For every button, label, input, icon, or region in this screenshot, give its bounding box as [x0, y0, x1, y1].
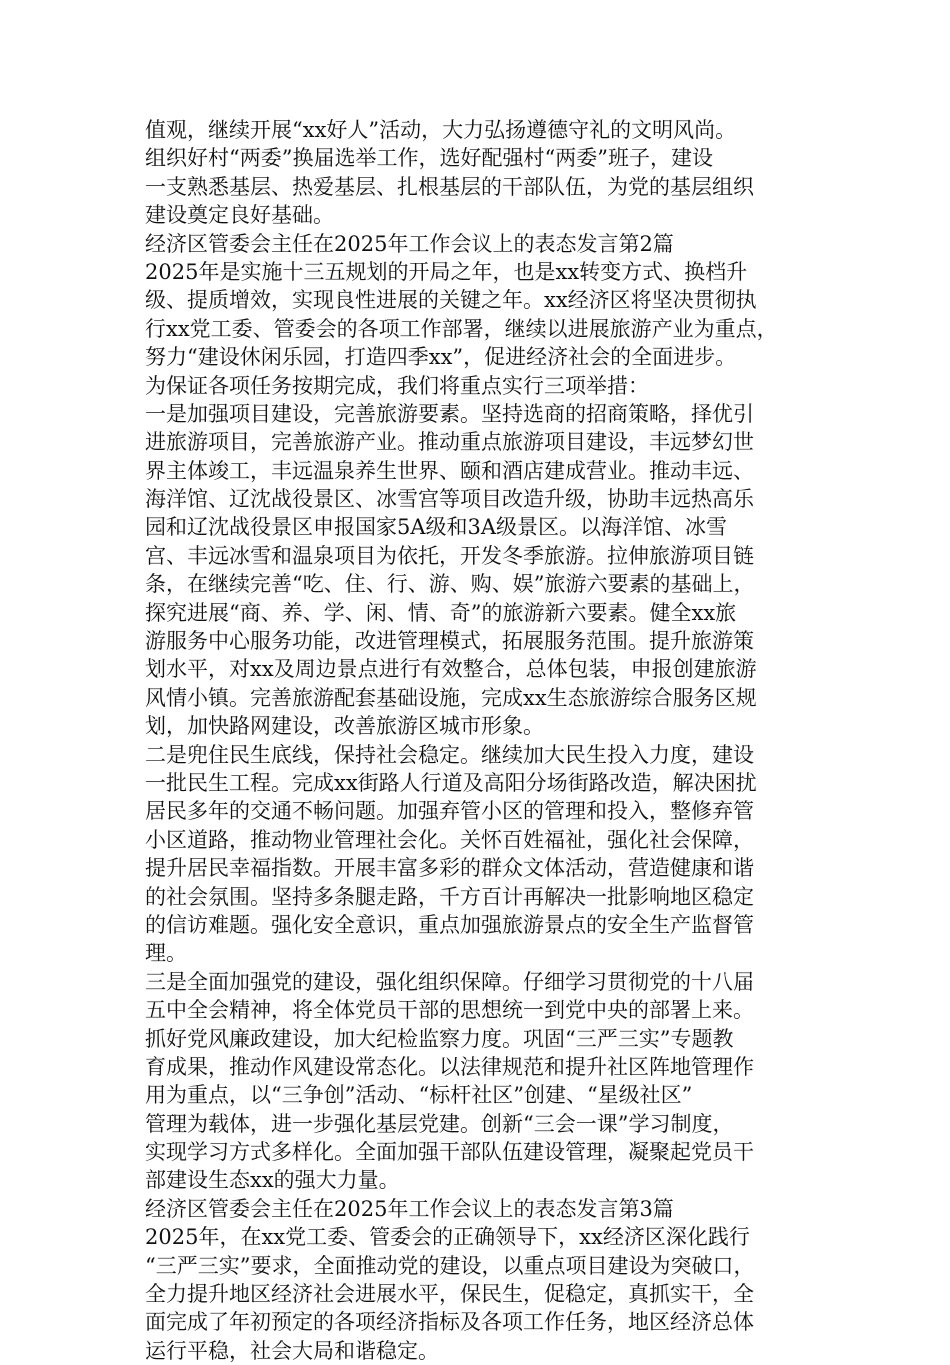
text-line: 三是全面加强党的建设，强化组织保障。仔细学习贯彻党的十八届: [145, 969, 754, 994]
text-line: 一是加强项目建设，完善旅游要素。坚持选商的招商策略，择优引: [145, 401, 754, 426]
text-line: 组织好村“两委”换届选举工作，选好配强村“两委”班子，建设: [145, 146, 713, 171]
text-line: 级、提质增效，实现良性进展的关键之年。xx经济区将坚决贯彻执: [145, 288, 757, 313]
text-line: 提升居民幸福指数。开展丰富多彩的群众文体活动，营造健康和谐: [145, 856, 754, 881]
text-line: 海洋馆、辽沈战役景区、冰雪宫等项目改造升级，协助丰远热高乐: [145, 487, 754, 512]
text-line: 努力“建设休闲乐园，打造四季xx”，促进经济社会的全面进步。: [145, 345, 737, 370]
text-line: 居民多年的交通不畅问题。加强弃管小区的管理和投入，整修弃管: [145, 799, 754, 824]
text-line: 二是兜住民生底线，保持社会稳定。继续加大民生投入力度，建设: [145, 742, 754, 767]
text-line: 2025年，在xx党工委、管委会的正确领导下，xx经济区深化践行: [145, 1225, 750, 1250]
text-line: 部建设生态xx的强大力量。: [145, 1168, 400, 1193]
text-line: 用为重点，以“三争创”活动、“标杆社区”创建、“星级社区”: [145, 1083, 693, 1108]
text-line: 五中全会精神，将全体党员干部的思想统一到党中央的部署上来。: [145, 998, 754, 1023]
text-line: 游服务中心服务功能，改进管理模式，拓展服务范围。提升旅游策: [145, 629, 754, 654]
text-line: 育成果，推动作风建设常态化。以法律规范和提升社区阵地管理作: [145, 1054, 754, 1079]
text-line: 一批民生工程。完成xx街路人行道及高阳分场街路改造，解决困扰: [145, 770, 757, 795]
text-line: 风情小镇。完善旅游配套基础设施，完成xx生态旅游综合服务区规: [145, 685, 757, 710]
text-line: 全力提升地区经济社会进展水平，保民生，促稳定，真抓实干，全: [145, 1282, 754, 1307]
section-heading-2: 经济区管委会主任在2025年工作会议上的表态发言第2篇: [145, 231, 674, 256]
text-line: 界主体竣工，丰远温泉养生世界、颐和酒店建成营业。推动丰远、: [145, 458, 754, 483]
text-line: 小区道路，推动物业管理社会化。关怀百姓福祉，强化社会保障，: [145, 827, 754, 852]
text-line: 条，在继续完善“吃、住、行、游、购、娱”旅游六要素的基础上，: [145, 572, 755, 597]
text-line: 一支熟悉基层、热爱基层、扎根基层的干部队伍，为党的基层组织: [145, 174, 754, 199]
text-line: 抓好党风廉政建设，加大纪检监察力度。巩固“三严三实”专题教: [145, 1026, 734, 1051]
text-line: 实现学习方式多样化。全面加强干部队伍建设管理，凝聚起党员干: [145, 1140, 754, 1165]
text-line: “三严三实”要求，全面推动党的建设，以重点项目建设为突破口，: [145, 1253, 755, 1278]
text-line: 的社会氛围。坚持多条腿走路，千方百计再解决一批影响地区稳定: [145, 884, 754, 909]
text-line: 面完成了年初预定的各项经济指标及各项工作任务，地区经济总体: [145, 1310, 754, 1335]
text-line: 2025年是实施十三五规划的开局之年，也是xx转变方式、换档升: [145, 259, 748, 284]
text-line: 建设奠定良好基础。: [145, 203, 334, 228]
text-line: 园和辽沈战役景区申报国家5A级和3A级景区。以海洋馆、冰雪: [145, 515, 728, 540]
text-line: 进旅游项目，完善旅游产业。推动重点旅游项目建设，丰远梦幻世: [145, 430, 754, 455]
text-line: 宫、丰远冰雪和温泉项目为依托，开发冬季旅游。拉伸旅游项目链: [145, 543, 754, 568]
text-line: 划，加快路网建设，改善旅游区城市形象。: [145, 714, 544, 739]
text-line: 为保证各项任务按期完成，我们将重点实行三项举措：: [145, 373, 649, 398]
text-line: 行xx党工委、管委会的各项工作部署，继续以进展旅游产业为重点，: [145, 316, 778, 341]
text-line: 值观，继续开展“xx好人”活动，大力弘扬遵德守礼的文明风尚。: [145, 118, 737, 142]
text-line: 的信访难题。强化安全意识，重点加强旅游景点的安全生产监督管: [145, 912, 754, 937]
text-line: 探究进展“商、养、学、闲、情、奇”的旅游新六要素。健全xx旅: [145, 600, 737, 625]
section-heading-3: 经济区管委会主任在2025年工作会议上的表态发言第3篇: [145, 1196, 674, 1221]
document-body: [145, 116, 815, 1365]
text-line: 管理为载体，进一步强化基层党建。创新“三会一课”学习制度，: [145, 1111, 734, 1136]
text-line: 划水平，对xx及周边景点进行有效整合，总体包装，申报创建旅游: [145, 657, 757, 682]
text-line: 理。: [145, 941, 187, 966]
text-line: 运行平稳，社会大局和谐稳定。: [145, 1338, 439, 1363]
